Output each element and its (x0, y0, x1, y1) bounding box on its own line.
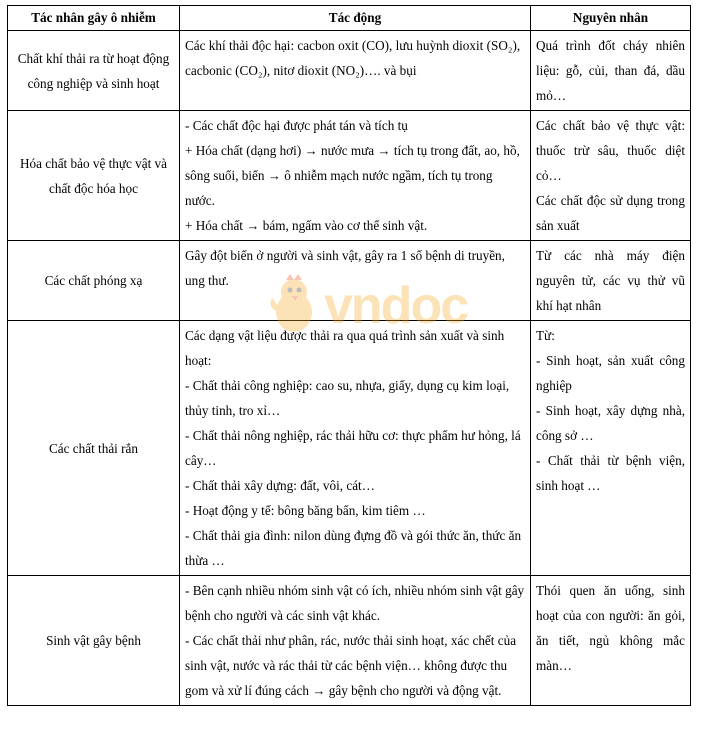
cause-line: Các chất bảo vệ thực vật: thuốc trừ sâu, thuốc diệt cỏ… (536, 118, 685, 183)
table-row (8, 31, 691, 111)
impact-line: - Hoạt động y tế: bông băng bẩn, kim tiêm … (185, 503, 426, 518)
cell-impact (180, 31, 531, 111)
cause-line: - Chất thải từ bệnh viện, sinh hoạt … (536, 453, 685, 493)
cell-cause (531, 576, 691, 706)
cause-line: Từ: (536, 328, 555, 343)
impact-line: - Chất thải xây dựng: đất, vôi, cát… (185, 478, 375, 493)
impact-line: - Các chất độc hại được phát tán và tích tụ (185, 118, 408, 133)
impact-line: + Hóa chất (dạng hơi) → nước mưa → tích tụ trong đất, ao, hồ, sông suối, biển → ô nhiễm mạch nước ngầm, tích tụ trong nước. (185, 143, 520, 208)
cause-line: Các chất độc sử dụng trong sản xuất (536, 193, 685, 233)
cell-impact (180, 576, 531, 706)
table-row (8, 111, 691, 241)
table-body (8, 31, 691, 706)
cell-cause (531, 31, 691, 111)
cell-agent: Các chất phóng xạ (8, 241, 180, 321)
cell-agent: Sinh vật gây bệnh (8, 576, 180, 706)
cause-line: - Sinh hoạt, sản xuất công nghiệp (536, 353, 685, 393)
cell-agent: Các chất thải rắn (8, 321, 180, 576)
table-row (8, 576, 691, 706)
table-header-row (8, 6, 691, 31)
cell-cause (531, 241, 691, 321)
cell-agent: Chất khí thải ra từ hoạt động công nghiệp và sinh hoạt (8, 31, 180, 111)
table-row (8, 321, 691, 576)
impact-line: - Bên cạnh nhiều nhóm sinh vật có ích, nhiều nhóm sinh vật gây bệnh cho người và các sinh vật khác. (185, 583, 525, 623)
impact-line: Các khí thải độc hại: cacbon oxit (CO), lưu huỳnh dioxit (SO₂), cacbonic (CO₂), nitơ dioxit (NO₂)…. và bụi (185, 38, 521, 78)
impact-line: - Chất thải gia đình: nilon dùng đựng đồ và gói thức ăn, thức ăn thừa … (185, 528, 522, 568)
cell-cause (531, 111, 691, 241)
cell-impact (180, 321, 531, 576)
header-agent: Tác nhân gây ô nhiễm (8, 6, 180, 31)
table-row (8, 241, 691, 321)
impact-line: + Hóa chất → bám, ngấm vào cơ thể sinh vật. (185, 218, 428, 233)
impact-line: Các dạng vật liệu được thải ra qua quá trình sản xuất và sinh hoạt: (185, 328, 505, 368)
impact-line: - Các chất thải như phân, rác, nước thải sinh hoạt, xác chết của sinh vật, nước và rác thải từ các bệnh viện… không được thu gom và xử lí đúng cách → gây bệnh cho người và động vật. (185, 633, 517, 698)
cell-agent: Hóa chất bảo vệ thực vật và chất độc hóa học (8, 111, 180, 241)
header-impact: Tác động (180, 6, 531, 31)
impact-line: Gây đột biến ở người và sinh vật, gây ra 1 số bệnh di truyền, ung thư. (185, 248, 505, 288)
cell-impact (180, 241, 531, 321)
watermark-text: vndoc (324, 277, 468, 335)
cause-line: Từ các nhà máy điện nguyên tử, các vụ thử vũ khí hạt nhân (536, 248, 685, 313)
pollution-table (7, 5, 691, 706)
cause-line: Thói quen ăn uống, sinh hoạt của con người: ăn gỏi, ăn tiết, ngủ không mắc màn… (536, 583, 685, 673)
impact-line: - Chất thải nông nghiệp, rác thải hữu cơ: thực phẩm hư hỏng, lá cây… (185, 428, 521, 468)
cell-impact (180, 111, 531, 241)
header-cause: Nguyên nhân (531, 6, 691, 31)
cell-cause (531, 321, 691, 576)
impact-line: - Chất thải công nghiệp: cao su, nhựa, giấy, dụng cụ kim loại, thủy tinh, tro xỉ… (185, 378, 510, 418)
cause-line: - Sinh hoạt, xây dựng nhà, công sở … (536, 403, 685, 443)
cause-line: Quá trình đốt cháy nhiên liệu: gỗ, củi, than đá, dầu mỏ… (536, 38, 685, 103)
